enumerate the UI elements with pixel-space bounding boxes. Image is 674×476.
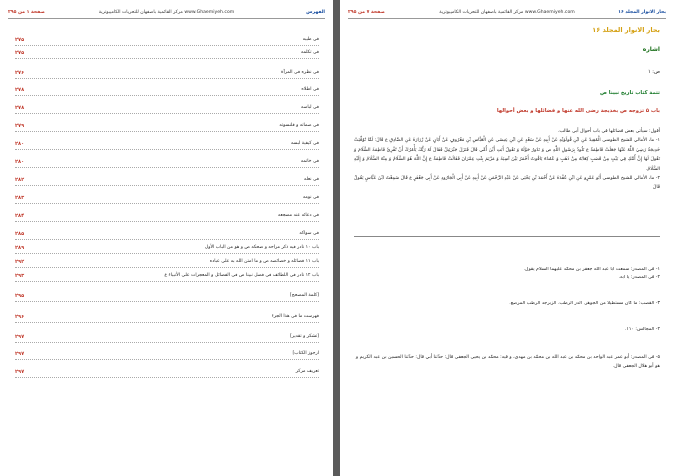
toc-entry[interactable] (15, 176, 319, 186)
page-header (348, 9, 666, 19)
toc-entry-title: فهرست ما فى هذا الجزء (271, 314, 319, 319)
toc-entry[interactable] (15, 313, 319, 323)
toc-entry-page: ۲۹۷ (15, 369, 25, 375)
toc-entry[interactable] (15, 244, 319, 254)
toc-entry[interactable] (15, 212, 319, 222)
toc-entry-title: فى كيفية لبسه (290, 141, 319, 146)
toc-entry[interactable] (15, 333, 319, 343)
toc-entry[interactable] (15, 258, 319, 268)
toc-entry-page: ۲۹۶ (15, 314, 25, 320)
toc-entry[interactable] (15, 122, 319, 132)
paragraph: ۲- ما، الأمالي للشيخ الطوسى أَبُو عَمْرٍو عَنِ ابْنِ عُقْدَةَ عَنْ أَحْمَدَ بْنِ يَحْيَى عَنْ عَبْدِ الرَّحْمَنِ عَنْ أَبِيهِ عَنْ أَبِي الْجَارُودِ عَنْ أَبِي جَعْفَرٍ ع قَالَ سَمِعْتُ ابْنَ عَبَّاسٍ يَقُولُ قَالَ (354, 176, 660, 191)
footnote: ۵- فى المصدر: أبو عمر عبد الواحد بن محمّد بن عبد الله بن محمّد بن مهدى، و فيه: محمّد بن يحيى الجعفى قال: حدّثنا أبي قال: حدّثنا الحسين بن عبد الكريم و هو أبو هلال الجعفى قال. (355, 355, 660, 369)
footnote: ۴- المجالس: ۱۱۰. (624, 327, 660, 332)
running-title: الفهرس (306, 10, 325, 15)
toc-entry-page: ۲۹۳ (15, 273, 25, 279)
paragraph: أقول: سيأتى بعض فضائلها فى باب أحوال أبى طالب. (557, 129, 660, 134)
toc-entry-title: ارجوز الكتاب] (292, 351, 319, 356)
running-title: بحار الانوار المجلد ۱۶ (618, 10, 666, 15)
toc-entry-page: ۲۹۷ (15, 334, 25, 340)
footnote: ۲- فى المصدر: يا أبه. (618, 275, 660, 280)
page-divider (333, 0, 340, 476)
toc-entry-page: ۲۷۹ (15, 123, 25, 129)
toc-entry[interactable] (15, 368, 319, 378)
subtitle: تتمة كتاب تاريخ نبينا ص (599, 90, 660, 96)
toc-entry-page: ۲۹۷ (15, 351, 25, 357)
toc-entry-page: ۲۷۸ (15, 87, 25, 93)
toc-entry[interactable] (15, 292, 319, 302)
toc-entry-page: ۲۹۲ (15, 259, 25, 265)
toc-entry-title: فى نعله (304, 177, 319, 182)
page-counter: صفحة ۷ من ۲۹۵ (348, 10, 385, 15)
toc-entry[interactable] (15, 194, 319, 204)
toc-entry-title: [تشكر و تقدير] (290, 334, 319, 339)
page-counter: صفحة ۱ من ۲۹۵ (8, 10, 45, 15)
toc-entry-page: ۲۷۵ (15, 50, 25, 56)
toc-entry-title: باب ۱۰ نادر فيه ذكر مزاحه و ضحكه ص و هو من الباب الأول (204, 245, 319, 250)
toc-entry-title: تعريف مركز (295, 369, 319, 374)
toc-entry-page: ۲۸۴ (15, 213, 25, 219)
toc-entry-title: فى نظره فى المرآة (281, 70, 319, 75)
toc-entry-title: [كلمة المصحح] (289, 293, 319, 298)
toc-entry-title: فى دعائه عند مضجعه (278, 213, 319, 218)
toc-entry-title: فى نومه (302, 195, 319, 200)
toc-entry-page: ۲۷۵ (15, 37, 25, 43)
book-title: بحار الانوار المجلد ۱۶ (592, 26, 660, 34)
toc-entry[interactable] (15, 69, 319, 79)
toc-entry-page: ۲۸۰ (15, 159, 25, 165)
toc-entry-title: فى تكلمه (301, 50, 319, 55)
footnote: ۱- فى المصدر: سمعت أبا عبد الله جعفر بن محمّد عليهما السلام يقول. (523, 267, 660, 272)
site-banner: مركز القائمية باصفهان للتحريات الكامپيوترية www.Ghaemiyeh.com (98, 10, 235, 15)
footnote-separator (354, 236, 660, 237)
toc-entry-title: فى خاتمه (300, 159, 319, 164)
toc-entry-page: ۲۸۹ (15, 245, 25, 251)
toc-entry-title: فى سواكه (299, 231, 319, 236)
toc-entry-page: ۲۷۶ (15, 70, 25, 76)
page-reference: ص: ۱ (647, 69, 660, 75)
page-toc (0, 0, 333, 476)
toc-entry[interactable] (15, 49, 319, 59)
page-content (340, 0, 674, 476)
toc-entry-title: باب ۱۱ فضائله و خصائصه ص و ما امتن الله به على عباده (209, 259, 319, 264)
toc-entry[interactable] (15, 104, 319, 114)
paragraph: ۱- ما، الأمالي للشيخ الطوسى الْمُفِيدُ عَنِ ابْنِ قُولَوَيْهِ عَنْ أَبِيهِ عَنْ سَعْدٍ عَنِ ابْنِ عِيسَى عَنِ الْعَبَّاسِ بْنِ مَعْرُوفٍ عَنْ أَبَانٍ عَنْ زُرَارَةَ عَنِ الصَّادِقِ ع قَالَ: لَمَّا تُوُفِّيَتْ خَدِيجَةُ رَضِيَ اللَّهُ عَنْهَا جَعَلَتْ فَاطِمَةُ ع تَلُوذُ بِرَسُولِ اللَّهِ ص وَ تَدُورُ حَوْلَهُ وَ تَقُولُ أَبَتِ أَيْنَ أُمِّي قَالَ فَنَزَلَ جَبْرَئِيلُ فَقَالَ لَهُ رَبُّكَ يَأْمُرُكَ أَنْ تُقْرِئَ فَاطِمَةَ السَّلَامَ وَ تَقُولَ لَهَا إِنَّ أُمَّكِ فِي بَيْتٍ مِنْ قَصَبٍ كِعَابُهُ مِنْ ذَهَبٍ وَ عُمُدُهُ يَاقُوتٌ أَحْمَرُ بَيْنَ آسِيَةَ وَ مَرْيَمَ بِنْتِ عِمْرَانَ فَقَالَتْ فَاطِمَةُ ع إِنَّ اللَّهَ هُوَ السَّلَامُ وَ مِنْهُ السَّلَامُ وَ إِلَيْهِ السَّلَامُ. (354, 138, 660, 172)
footnote: ۳- القصب: ما كان مستطيلا من الجوهر. الدر الرطب. الزبرجد الرطب المرصع. (509, 301, 660, 306)
toc-entry[interactable] (15, 140, 319, 150)
toc-entry-page: ۲۸۳ (15, 195, 25, 201)
page-header (8, 9, 325, 19)
toc-entry-page: ۲۸۲ (15, 177, 25, 183)
toc-entry-title: فى طيبه (302, 37, 319, 42)
toc-entry[interactable] (15, 36, 319, 46)
toc-entry-page: ۲۸۵ (15, 231, 25, 237)
body-text (354, 127, 660, 193)
chapter-heading: باب ۵ تزوجه ص بخديجة رضى الله عنها و فضائلها و بعض أحوالها (496, 108, 660, 114)
toc-entry[interactable] (15, 86, 319, 96)
toc-entry-title: باب ۱۲ نادر فى اللطائف فى فضل نبينا ص فى الفضائل و المعجزات على الأنبياء ع (164, 273, 319, 278)
toc-entry-page: ۲۹۵ (15, 293, 25, 299)
toc-entry[interactable] (15, 350, 319, 360)
toc-entry[interactable] (15, 230, 319, 240)
toc-entry-title: فى صماته و قلنسوته (279, 123, 319, 128)
toc-entry[interactable] (15, 158, 319, 168)
toc-entry-title: فى لباسه (301, 105, 319, 110)
toc-entry-title: فى اطلاه (301, 87, 319, 92)
toc-entry[interactable] (15, 272, 319, 282)
section-heading: اشاره (642, 46, 660, 53)
toc-entry-page: ۲۸۰ (15, 141, 25, 147)
site-banner: مركز القائمية باصفهان للتحريات الكامپيوترية www.Ghaemiyeh.com (439, 10, 575, 15)
toc-entry-page: ۲۷۸ (15, 105, 25, 111)
